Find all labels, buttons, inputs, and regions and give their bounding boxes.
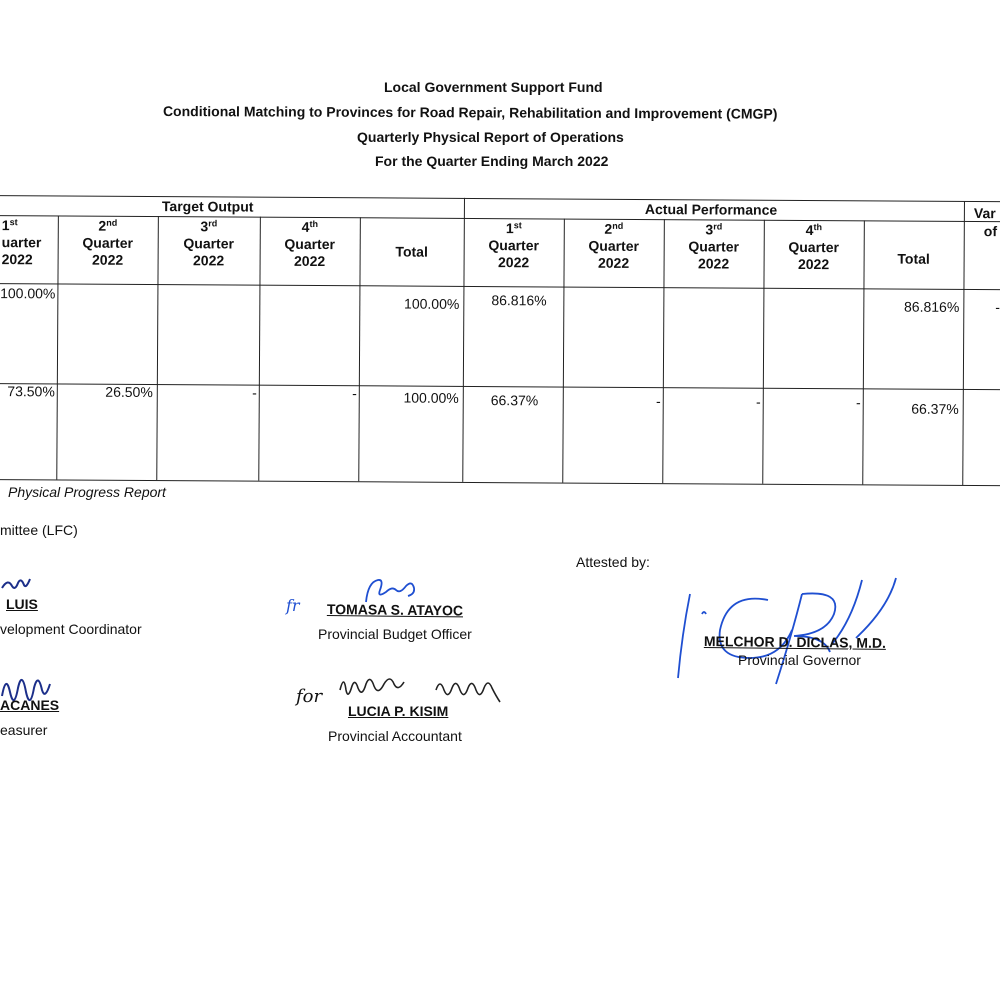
signatory-5-prefix: for [296,686,323,707]
r2-actual-q1: 66.37% [490,392,539,409]
signatory-2-prefix: fr [286,596,300,615]
actual-q2-header: 2nd Quarter 2022 [588,220,640,271]
title-line-3: Quarterly Physical Report of Operations [357,129,624,145]
r2-actual-total: 66.37% [911,400,959,417]
target-q3-header: 3rd Quarter 2022 [183,218,235,269]
signatory-4-title: easurer [0,722,48,738]
r1-actual-total: 86.816% [904,298,960,315]
r2-target-q4: - [352,385,357,402]
title-line-4: For the Quarter Ending March 2022 [375,153,609,169]
signatory-4-name: ACANES [0,697,60,713]
variance-header: Var [973,205,996,222]
variance-header-line2: of [983,223,998,240]
r1-actual-q1: 86.816% [491,292,547,309]
target-q1-header: 1st uarter 2022 [1,217,42,268]
group-line-actual-variance [962,201,965,485]
r2-actual-q2: - [656,393,661,410]
signature-mark [0,572,40,596]
title-line-2: Conditional Matching to Provinces for Road Repair, Rehabilitation and Improvement (CMGP) [162,103,778,122]
target-total-header: Total [395,243,428,260]
signatory-2-title: Provincial Budget Officer [318,626,472,642]
header-bottom-line [0,283,1000,290]
r1-variance: - [995,299,1000,316]
r1-target-q1: 100.00% [0,285,56,302]
actual-q4-header: 4th Quarter 2022 [788,222,840,273]
signatory-2-name: TOMASA S. ATAYOC [326,601,464,619]
target-q2-header: 2nd Quarter 2022 [82,217,134,268]
signatory-5-name: LUCIA P. KISIM [348,703,449,719]
actual-performance-header: Actual Performance [644,201,778,218]
r2-actual-q4: - [856,394,861,411]
attested-by-label: Attested by: [576,554,650,570]
signatory-3-title: Provincial Governor [738,652,861,668]
actual-q3-header: 3rd Quarter 2022 [688,221,740,272]
signature-mark [0,670,60,700]
signatory-1-title: velopment Coordinator [0,621,142,637]
report-table [0,195,1000,497]
r2-target-q3: - [252,384,257,401]
target-q4-header: 4th Quarter 2022 [284,218,336,270]
signatory-1-name: LUIS [6,596,38,612]
actual-q1-header: 1st Quarter 2022 [488,220,540,271]
accountant-signature [336,668,526,708]
r2-actual-q3: - [756,393,761,410]
title-line-1: Local Government Support Fund [384,79,603,95]
target-output-header: Target Output [161,198,254,215]
signatory-5-title: Provincial Accountant [328,728,462,744]
r2-target-q2: 26.50% [105,383,153,401]
r2-target-q1: 73.50% [7,383,55,400]
source-note: Physical Progress Report [8,484,166,500]
report-title-block [0,0,1000,180]
table-border-top [0,195,1000,202]
signatory-3-name: MELCHOR D. DICLAS, M.D. [703,633,886,651]
r1-target-total: 100.00% [404,295,460,312]
governor-signature [672,574,922,690]
r2-target-total: 100.00% [403,389,459,406]
actual-total-header: Total [897,250,930,267]
committee-label: mittee (LFC) [0,522,78,538]
